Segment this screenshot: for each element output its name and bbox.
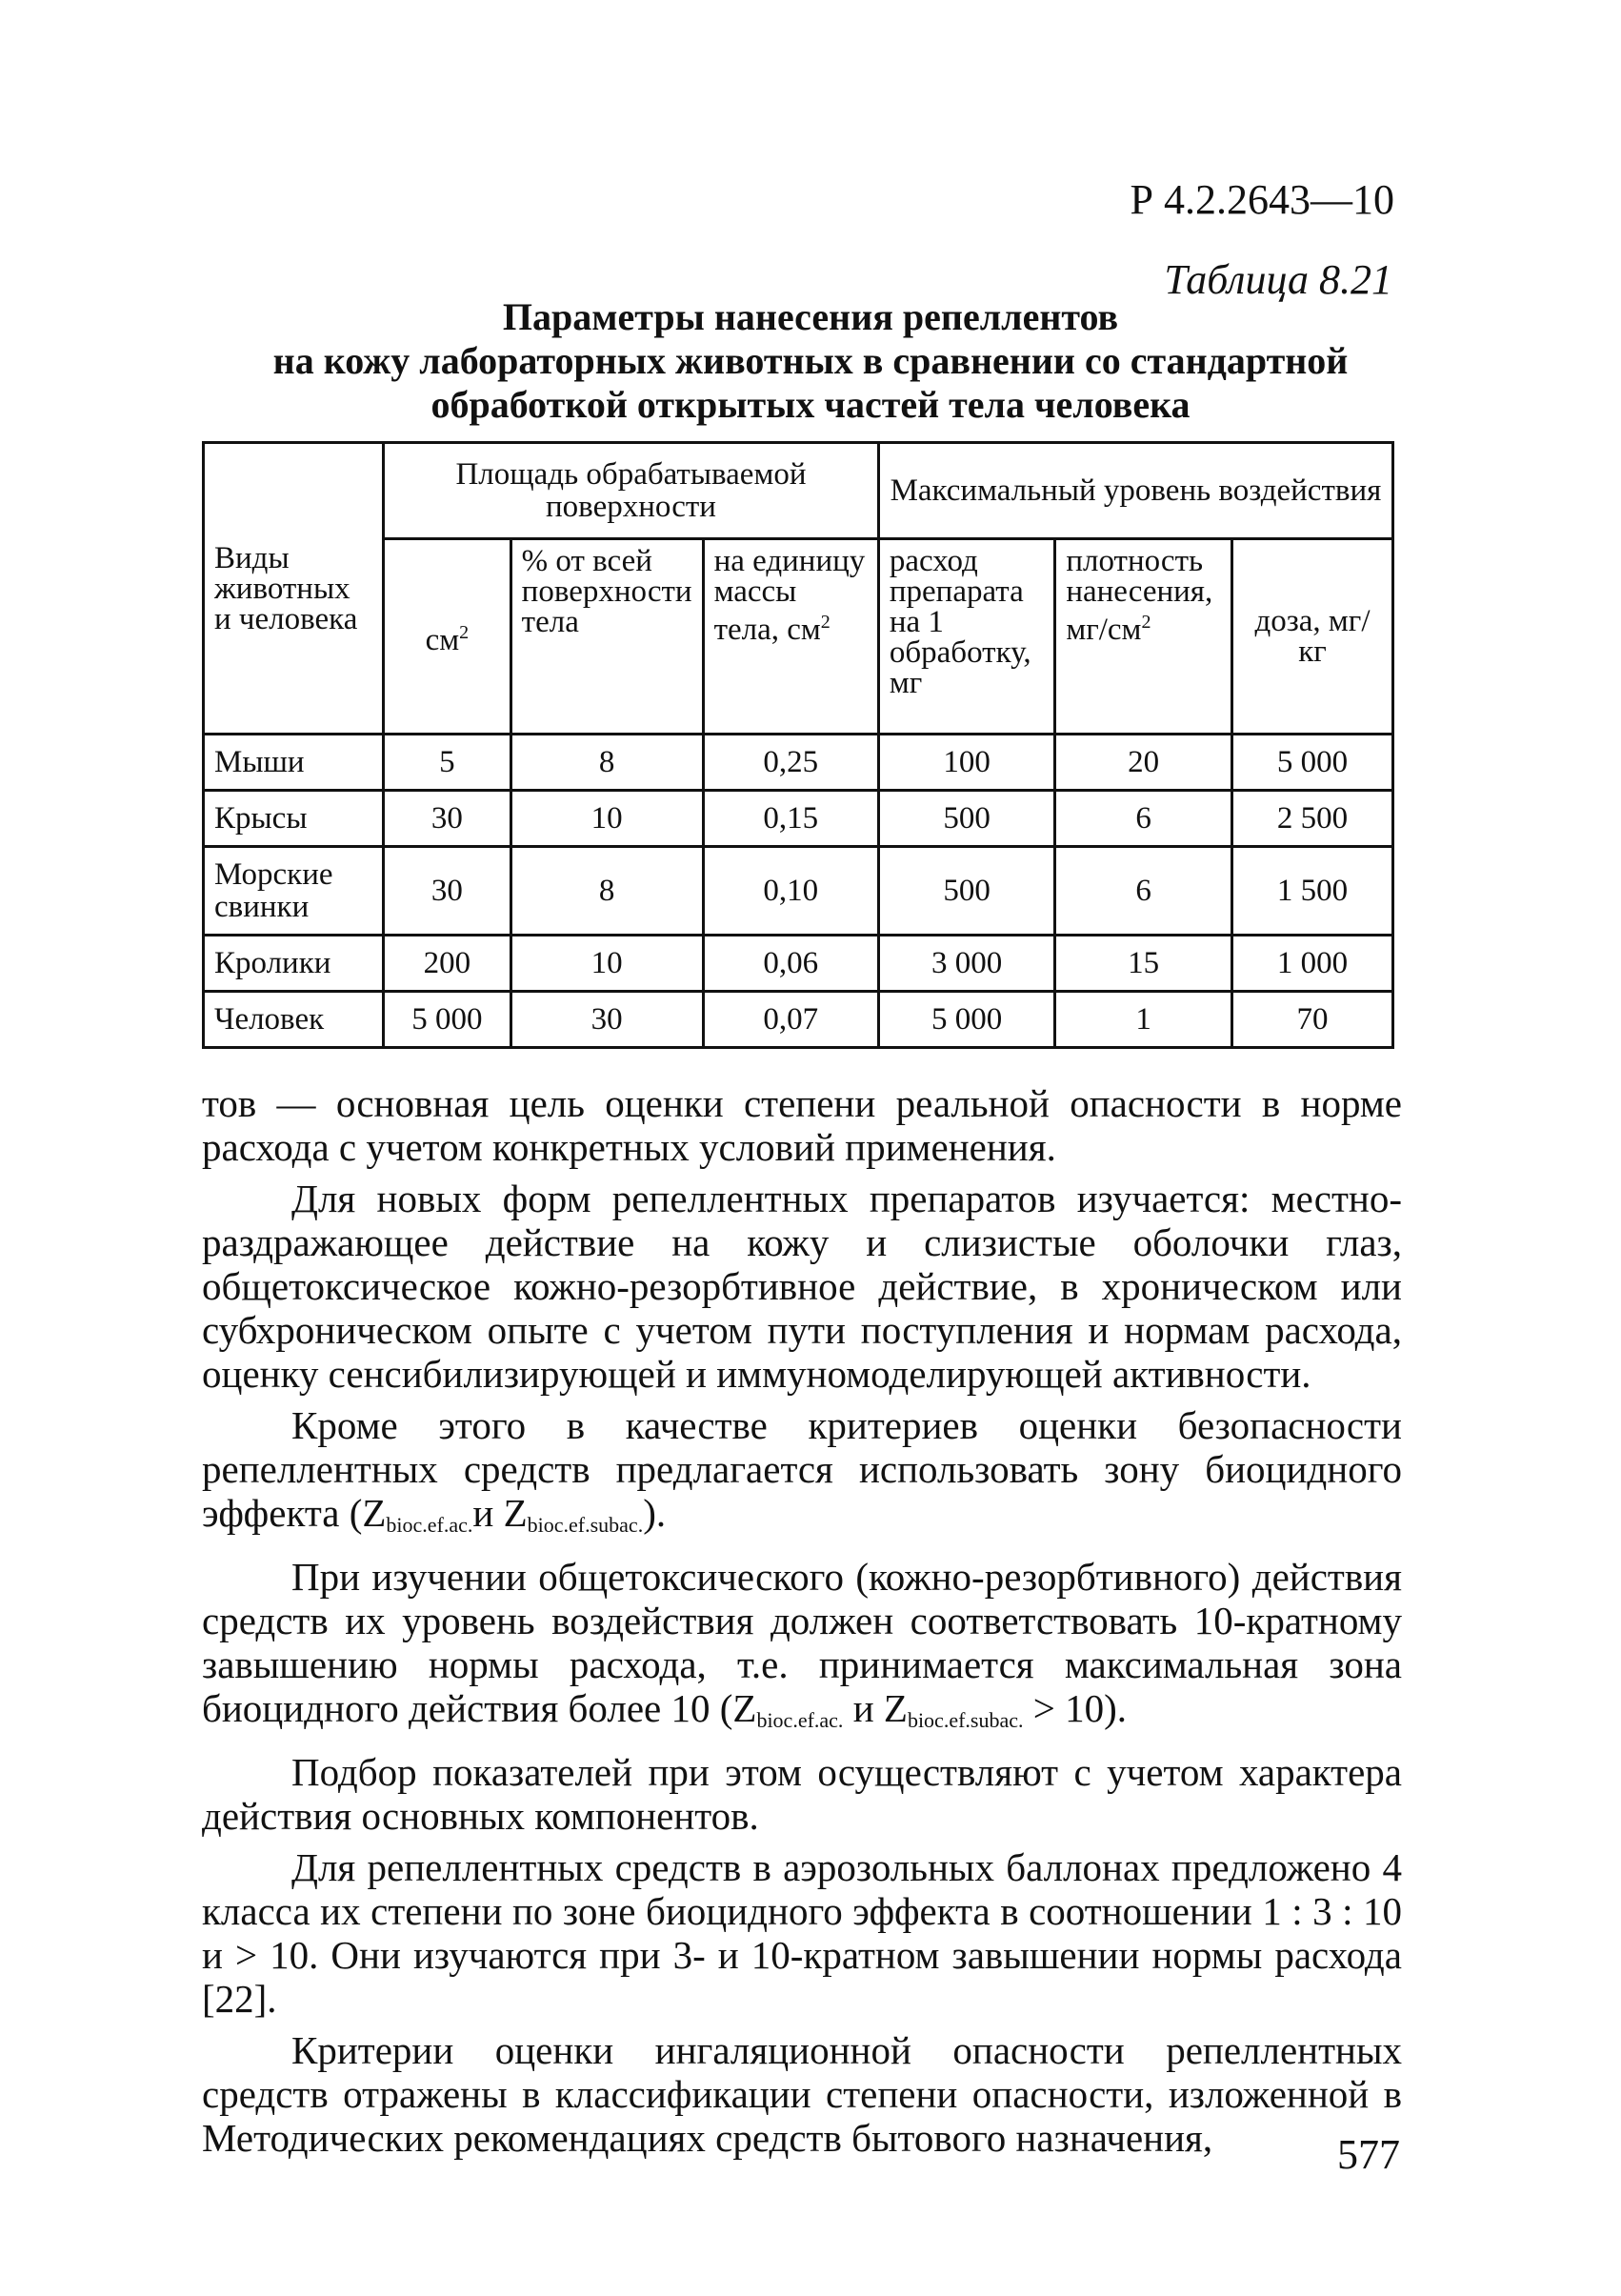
- cell-per-mass: 0,15: [703, 791, 878, 847]
- table-row: [204, 992, 1393, 1048]
- cell-species: Кролики: [204, 936, 384, 992]
- cell-cm2: 5 000: [384, 992, 511, 1048]
- table-title: [143, 295, 1478, 427]
- cell-dose: 2 500: [1231, 791, 1392, 847]
- parameters-table: [202, 441, 1394, 1049]
- cell-cm2: 30: [384, 791, 511, 847]
- table-row: [204, 791, 1393, 847]
- header-pct-surface: % от всей поверхности тела: [510, 539, 703, 735]
- document-code: Р 4.2.2643—10: [1130, 176, 1394, 223]
- cell-density: 6: [1055, 791, 1232, 847]
- header-density: плотность нанесения, $мг/см^2$: [1055, 539, 1232, 735]
- paragraph: Критерии оценки ингаляционной опасности репеллентных средств отражены в классификации степени опасности, изложенной в Методических рекомендациях средств бытового назначения,: [202, 2028, 1402, 2160]
- cell-dose: 1 000: [1231, 936, 1392, 992]
- cell-dose: 70: [1231, 992, 1392, 1048]
- table-label: Таблица 8.21: [1164, 256, 1392, 303]
- title-line: обработкой открытых частей тела человека: [430, 383, 1191, 426]
- table-row: [204, 847, 1393, 936]
- cell-density: 20: [1055, 735, 1232, 791]
- cell-cm2: 30: [384, 847, 511, 936]
- title-line: на кожу лабораторных животных в сравнении со стандартной: [272, 339, 1349, 382]
- cell-pct: 8: [510, 735, 703, 791]
- body-text: [202, 1081, 1402, 2167]
- header-consumption: расход препарата на 1 обработку, мг: [878, 539, 1054, 735]
- cell-pct: 10: [510, 936, 703, 992]
- cell-consumption: 5 000: [878, 992, 1054, 1048]
- cell-pct: 8: [510, 847, 703, 936]
- header-exposure-group: Максимальный уровень воздействия: [878, 443, 1392, 539]
- cell-consumption: 500: [878, 791, 1054, 847]
- header-area-group: Площадь обрабатываемой поверхности: [384, 443, 879, 539]
- paragraph: При изучении общетоксического (кожно-резорбтивного) действия средств их уровень воздействия должен соответствовать 10-кратному завышению нормы расхода, т.е. принимается максимальная зона биоцидного действия более 10 ($Z_{bioc.ef.ac.}$ и $Z_{bioc.ef.subac.} > 10$).: [202, 1555, 1402, 1732]
- header-per-mass: на единицу массы тела, $см^2$: [703, 539, 878, 735]
- cell-species: Человек: [204, 992, 384, 1048]
- table-row: [204, 936, 1393, 992]
- cell-pct: 10: [510, 791, 703, 847]
- cell-species: Крысы: [204, 791, 384, 847]
- cell-consumption: 3 000: [878, 936, 1054, 992]
- cell-species: Морские свинки: [204, 847, 384, 936]
- header-species: Виды животных и человека: [204, 443, 384, 735]
- cell-density: 1: [1055, 992, 1232, 1048]
- paragraph: Кроме этого в качестве критериев оценки безопасности репеллентных средств предлагается использовать зону биоцидного эффекта ($Z_{bioc.ef.ac.}и$ $Z_{bioc.ef.subac.}$).: [202, 1403, 1402, 1537]
- cell-density: 6: [1055, 847, 1232, 936]
- cell-pct: 30: [510, 992, 703, 1048]
- paragraph: Для репеллентных средств в аэрозольных баллонах предложено 4 класса их степени по зоне биоцидного эффекта в соотношении 1 : 3 : 10 и > 10. Они изучаются при 3- и 10-кратном завышении нормы расхода [22].: [202, 1845, 1402, 2021]
- header-cm2: $см^2$: [384, 539, 511, 735]
- cell-dose: 5 000: [1231, 735, 1392, 791]
- cell-cm2: 200: [384, 936, 511, 992]
- cell-density: 15: [1055, 936, 1232, 992]
- cell-per-mass: 0,10: [703, 847, 878, 936]
- page-number: 577: [1337, 2131, 1400, 2178]
- cell-cm2: 5: [384, 735, 511, 791]
- paragraph: тов — основная цель оценки степени реальной опасности в норме расхода с учетом конкретных условий применения.: [202, 1081, 1402, 1169]
- paragraph: Для новых форм репеллентных препаратов изучается: местно-раздражающее действие на кожу и слизистые оболочки глаз, общетоксическое кожно-резорбтивное действие, в хроническом или субхроническом опыте с учетом пути поступления и нормам расхода, оценку сенсибилизирующей и иммуномоделирующей активности.: [202, 1177, 1402, 1396]
- cell-per-mass: 0,07: [703, 992, 878, 1048]
- cell-consumption: 500: [878, 847, 1054, 936]
- title-line: Параметры нанесения репеллентов: [502, 295, 1119, 338]
- table-row: [204, 735, 1393, 791]
- paragraph: Подбор показателей при этом осуществляют с учетом характера действия основных компонентов.: [202, 1750, 1402, 1838]
- cell-species: Мыши: [204, 735, 384, 791]
- cell-per-mass: 0,25: [703, 735, 878, 791]
- cell-consumption: 100: [878, 735, 1054, 791]
- cell-per-mass: 0,06: [703, 936, 878, 992]
- cell-dose: 1 500: [1231, 847, 1392, 936]
- header-dose: доза, мг/кг: [1231, 539, 1392, 735]
